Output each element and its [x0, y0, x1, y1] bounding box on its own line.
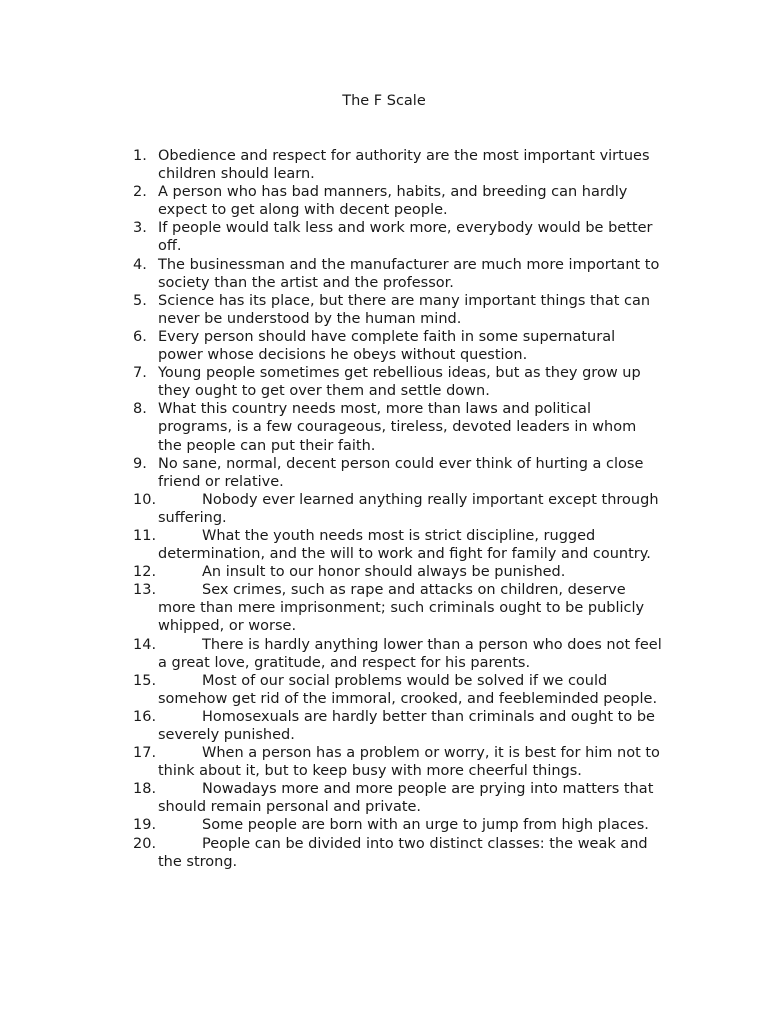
list-item	[133, 563, 663, 581]
item-text: Homosexuals are hardly better than criminals and ought to be severely punished.	[158, 708, 655, 743]
item-text: When a person has a problem or worry, it is best for him not to think about it, but to keep busy with more cheerful things.	[158, 745, 660, 780]
item-text: What the youth needs most is strict discipline, rugged determination, and the will to work and fight for family and country.	[158, 527, 651, 563]
list-item	[133, 256, 663, 292]
item-text: Most of our social problems would be solved if we could somehow get rid of the immoral, crooked, and feebleminded people.	[158, 672, 658, 707]
item-number: 15.	[133, 672, 157, 689]
item-number: 10.	[133, 491, 157, 508]
item-text: If people would talk less and work more, everybody would be better off.	[158, 220, 653, 255]
item-number: 3.	[133, 220, 147, 237]
list-item	[133, 455, 663, 491]
item-text: Nobody ever learned anything really important except through suffering.	[158, 491, 659, 526]
list-item	[133, 708, 663, 744]
item-number: 4.	[133, 256, 147, 273]
item-text: Obedience and respect for authority are the most important virtues children should learn.	[158, 148, 650, 183]
item-text: Every person should have complete faith in some supernatural power whose decisions he obeys without question.	[158, 328, 616, 364]
list-item	[133, 183, 663, 219]
item-number: 16.	[133, 708, 157, 725]
list-item	[133, 672, 663, 708]
item-number: 13.	[133, 582, 157, 599]
item-number: 9.	[133, 455, 147, 472]
list-item	[133, 636, 663, 672]
item-number: 18.	[133, 781, 157, 798]
item-text: Nowadays more and more people are prying into matters that should remain personal and private.	[158, 781, 654, 816]
list-item	[133, 581, 663, 635]
item-text: There is hardly anything lower than a person who does not feel a great love, gratitude, and respect for his parents.	[158, 636, 662, 671]
statement-list	[133, 147, 663, 871]
list-item	[133, 744, 663, 780]
item-text: Sex crimes, such as rape and attacks on children, deserve more than mere imprisonment; such criminals ought to be publicly whipped, or worse.	[158, 582, 645, 635]
list-item	[133, 292, 663, 328]
list-item	[133, 364, 663, 400]
list-item	[133, 780, 663, 816]
item-number: 14.	[133, 636, 157, 653]
item-text: The businessman and the manufacturer are much more important to society than the artist and the professor.	[158, 256, 660, 291]
item-number: 7.	[133, 365, 147, 382]
page-title: The F Scale	[342, 93, 426, 109]
item-number: 12.	[133, 564, 157, 581]
item-number: 19.	[133, 817, 157, 834]
list-item	[133, 147, 663, 183]
item-text: Science has its place, but there are many important things that can never be understood by the human mind.	[158, 292, 651, 327]
item-number: 5.	[133, 292, 147, 309]
item-number: 11.	[133, 527, 157, 544]
item-number: 1.	[133, 148, 147, 164]
list-item	[133, 835, 663, 871]
item-number: 20.	[133, 835, 157, 852]
item-number: 6.	[133, 328, 147, 345]
list-item	[133, 400, 663, 454]
list-item	[133, 527, 663, 563]
item-text: A person who has bad manners, habits, and breeding can hardly expect to get along with decent people.	[158, 184, 628, 219]
item-text: No sane, normal, decent person could ever think of hurting a close friend or relative.	[158, 455, 644, 490]
item-text: Young people sometimes get rebellious ideas, but as they grow up they ought to get over them and settle down.	[158, 365, 641, 400]
list-item	[133, 491, 663, 527]
item-text: People can be divided into two distinct classes: the weak and the strong.	[158, 835, 648, 870]
list-item	[133, 816, 663, 834]
item-text: Some people are born with an urge to jump from high places.	[202, 817, 649, 834]
item-number: 2.	[133, 184, 147, 201]
item-text: An insult to our honor should always be punished.	[202, 564, 566, 581]
list-item	[133, 328, 663, 364]
item-text: What this country needs most, more than laws and political programs, is a few courageous, tireless, devoted leaders in whom the people can put their faith.	[158, 401, 637, 454]
item-number: 8.	[133, 401, 147, 418]
list-item	[133, 219, 663, 255]
item-number: 17.	[133, 745, 157, 762]
